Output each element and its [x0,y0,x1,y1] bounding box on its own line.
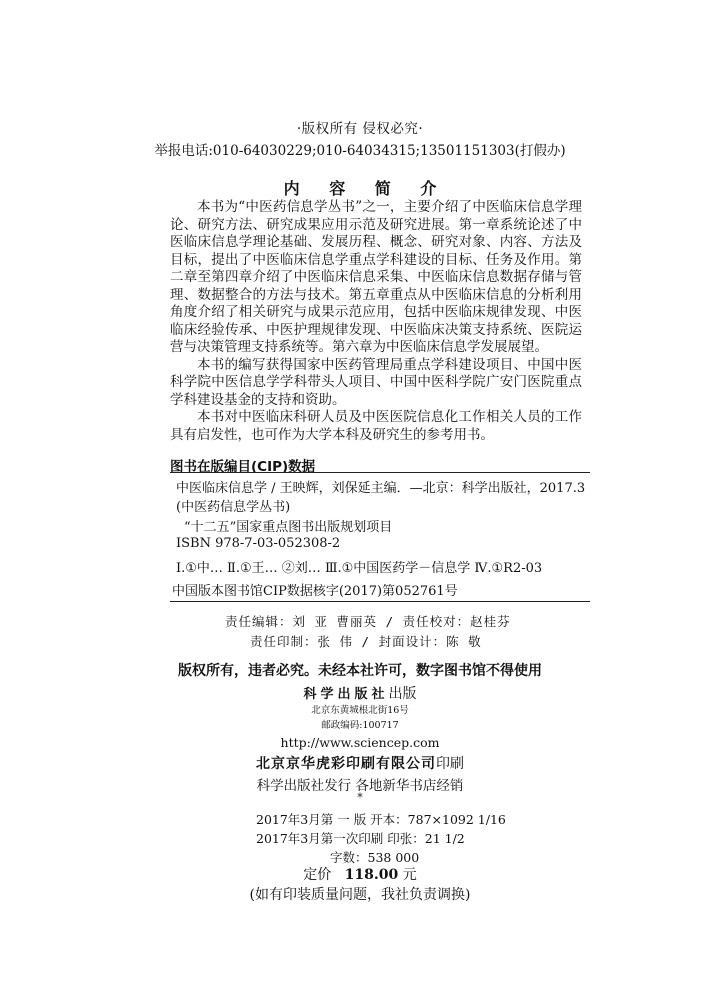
separator-star: * [357,791,363,804]
printer-suffix: 印刷 [436,756,464,772]
printer-logo: 北京京华虎彩印刷有限公司 [256,756,436,772]
summary-paragraph: 本书的编写获得国家中医药管理局重点学科建设项目、中国中医科学院中医信息学学科带头人项目、中国中医科学院广安门医院重点学科建设基金的支持和资助。 [170,356,582,408]
cip-classification-line: Ⅰ.①中… Ⅱ.①王… ②刘… Ⅲ.①中国医药学－信息学 Ⅳ.①R2-03 [176,561,543,576]
price-label: 定价 [303,867,332,883]
publisher-logo: 科学出版社 [303,687,389,702]
publisher-postcode: 邮政编码:100717 [321,720,399,731]
editors-line: 责任编辑：刘 亚 曹丽英 / 责任校对：赵桂芬 [225,614,511,629]
price-unit: 元 [402,867,417,883]
summary-paragraph: 本书为“中医药信息学丛书”之一，主要介绍了中医临床信息学理论、研究方法、研究成果应用示范及研究进展。第一章系统论述了中医临床信息学理论基础、发展历程、概念、研究对象、内容、方法及目标，提出了中医临床信息学重点学科建设的目标、任务及作用。第二章至第四章介绍了中医临床信息采集、中医临床信息数据存储与管理、数据整合的方法与技术。第五章重点从中医临床信息的分析利用角度介绍了相关研究与成果示范应用，包括中医临床规律发现、中医临床经验传承、中医护理规律发现、中医临床决策支持系统、医院运营与决策管理支持系统等。第六章为中医临床信息学发展展望。 [170,199,582,355]
rights-notice: 版权所有，违者必究。未经本社许可，数字图书馆不得使用 [178,663,542,679]
summary-paragraph: 本书对中医临床科研人员及中医医院信息化工作相关人员的工作具有启发性，也可作为大学本科及研究生的参考用书。 [170,409,582,443]
price-line [0,864,720,884]
publisher-line [0,683,720,703]
summary-body [170,199,582,444]
cip-isbn-line: ISBN 978-7-03-052308-2 [176,536,341,551]
distribution-line: 科学出版社发行 各地新华书店经销 [256,778,464,794]
printing-line: 2017年3月第一次印刷 印张：21 1/2 [256,831,465,846]
report-hotline: 举报电话:010-64030229;010-64034315;13501151303(打假办) [154,143,566,159]
printer-line [0,753,720,773]
publisher-address: 北京东黄城根北街16号 [311,705,409,716]
cip-title-line: 中医临床信息学 / 王映辉，刘保延主编．—北京：科学出版社，2017.3 [176,481,586,496]
cip-project-line: “十二五”国家重点图书出版规划项目 [184,520,393,535]
edition-line: 2017年3月第 一 版 开本：787×1092 1/16 [256,812,506,827]
production-line: 责任印制：张 伟 / 封面设计：陈 敬 [250,634,482,649]
cip-data-block [170,472,590,602]
quality-notice: (如有印装质量问题，我社负责调换) [249,887,471,903]
price-value: 118.00 [344,867,399,883]
cip-header: 图书在版编目(CIP)数据 [170,459,316,475]
publisher-suffix: 出版 [388,686,417,702]
publisher-website: http://www.sciencep.com [280,735,440,750]
summary-title: 内 容 简 介 [283,179,449,198]
cip-series-line: (中医药信息学丛书) [176,500,291,515]
copyright-notice: ·版权所有 侵权必究· [296,121,424,137]
wordcount-line: 字数：538 000 [330,850,420,865]
cip-number-line: 中国版本图书馆CIP数据核字(2017)第052761号 [172,584,458,599]
